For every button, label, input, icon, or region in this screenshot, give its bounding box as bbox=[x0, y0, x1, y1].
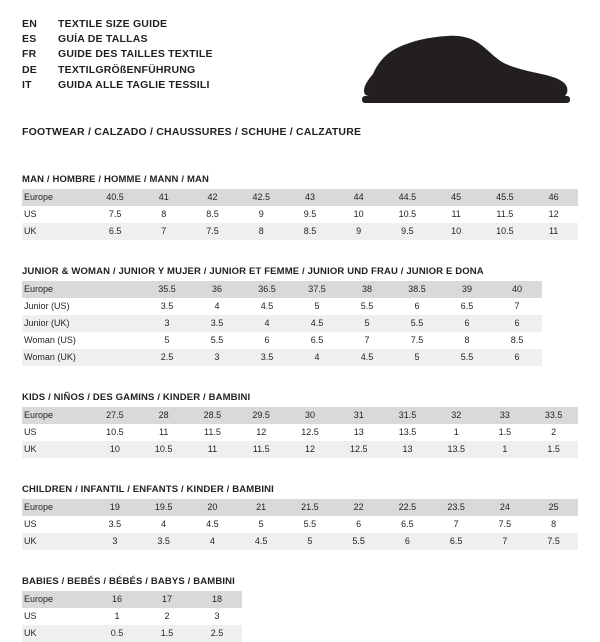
size-section bbox=[22, 392, 578, 458]
row-label: Europe bbox=[22, 189, 91, 206]
size-cell: 22 bbox=[334, 499, 383, 516]
size-cell: 3 bbox=[91, 533, 140, 550]
language-title: TEXTILE SIZE GUIDE bbox=[58, 18, 168, 30]
size-cell: 5.5 bbox=[210, 335, 224, 345]
size-cell: 4 bbox=[292, 349, 342, 366]
size-cell: 40 bbox=[492, 281, 542, 298]
size-cell: 45 bbox=[432, 189, 481, 206]
size-cell: 33 bbox=[481, 407, 530, 424]
size-cell: 13.5 bbox=[432, 441, 481, 458]
size-cell: 7 bbox=[514, 301, 520, 311]
size-cell: 1.5 bbox=[529, 441, 578, 458]
size-cell: 38.5 bbox=[392, 281, 442, 298]
size-cell: 31 bbox=[334, 407, 383, 424]
size-cell: 42 bbox=[188, 189, 237, 206]
size-cell: 32 bbox=[432, 407, 481, 424]
row-label: US bbox=[24, 519, 37, 529]
size-cell: 0.5 bbox=[92, 625, 142, 642]
size-cell: 7.5 bbox=[498, 519, 512, 529]
row-label: Woman (US) bbox=[24, 335, 76, 345]
row-label: Europe bbox=[22, 407, 91, 424]
size-cell: 13.5 bbox=[398, 427, 417, 437]
size-cell: 13 bbox=[353, 427, 364, 437]
size-cell: 8 bbox=[237, 223, 286, 240]
size-cell: 29.5 bbox=[237, 407, 286, 424]
size-cell: 5 bbox=[258, 519, 264, 529]
size-cell: 37.5 bbox=[292, 281, 342, 298]
size-table bbox=[22, 591, 242, 642]
size-cell: 11 bbox=[451, 209, 461, 219]
size-cell: 10 bbox=[91, 441, 140, 458]
size-cell: 10.5 bbox=[106, 427, 124, 437]
size-cell: 4.5 bbox=[292, 315, 342, 332]
size-cell: 7.5 bbox=[188, 223, 237, 240]
table-row bbox=[22, 499, 578, 516]
size-section-title: JUNIOR & WOMAN / JUNIOR Y MUJER / JUNIOR ET FEMME / JUNIOR UND FRAU / JUNIOR E DONA bbox=[22, 266, 484, 277]
size-cell: 25 bbox=[529, 499, 578, 516]
size-cell: 11 bbox=[188, 441, 237, 458]
table-row bbox=[22, 206, 578, 223]
size-cell: 18 bbox=[192, 591, 242, 608]
size-cell: 6 bbox=[492, 315, 542, 332]
row-label: UK bbox=[22, 223, 91, 240]
size-table bbox=[22, 499, 578, 550]
size-cell bbox=[92, 349, 142, 366]
size-cell: 19 bbox=[91, 499, 140, 516]
size-section bbox=[22, 266, 578, 366]
language-row bbox=[22, 64, 213, 79]
size-cell: 4.5 bbox=[260, 301, 274, 311]
size-section-title: MAN / HOMBRE / HOMME / MANN / MAN bbox=[22, 174, 210, 185]
size-cell: 23.5 bbox=[432, 499, 481, 516]
size-cell: 7.5 bbox=[529, 533, 578, 550]
table-row bbox=[22, 625, 242, 642]
size-cell: 36 bbox=[192, 281, 242, 298]
size-cell: 10 bbox=[353, 209, 364, 219]
size-cell: 7 bbox=[140, 223, 189, 240]
size-cell: 36.5 bbox=[242, 281, 292, 298]
size-cell bbox=[92, 281, 142, 298]
row-label: Europe bbox=[22, 281, 92, 298]
size-cell: 4.5 bbox=[342, 349, 392, 366]
row-label: UK bbox=[22, 625, 92, 642]
language-title-list bbox=[22, 18, 213, 94]
row-label: Europe bbox=[22, 499, 91, 516]
language-row bbox=[22, 79, 213, 94]
size-cell: 11.5 bbox=[204, 427, 221, 437]
size-cell: 6.5 bbox=[460, 301, 474, 311]
row-label: US bbox=[24, 611, 37, 621]
size-cell: 43 bbox=[286, 189, 335, 206]
table-row bbox=[22, 608, 242, 625]
size-cell: 4.5 bbox=[237, 533, 286, 550]
size-cell: 39 bbox=[442, 281, 492, 298]
size-cell: 27.5 bbox=[91, 407, 140, 424]
table-row bbox=[22, 533, 578, 550]
size-cell: 6 bbox=[442, 315, 492, 332]
size-cell: 5.5 bbox=[442, 349, 492, 366]
table-row bbox=[22, 516, 578, 533]
size-cell: 7.5 bbox=[108, 209, 122, 219]
size-cell: 5 bbox=[285, 533, 334, 550]
size-cell: 44 bbox=[334, 189, 383, 206]
row-label: Junior (UK) bbox=[22, 315, 92, 332]
size-cell: 17 bbox=[142, 591, 192, 608]
size-cell: 7.5 bbox=[410, 335, 424, 345]
size-cell: 4 bbox=[242, 315, 292, 332]
size-cell: 1.5 bbox=[498, 427, 512, 437]
dress-shoe-graphic bbox=[359, 26, 574, 112]
language-code: IT bbox=[22, 78, 32, 91]
language-code: ES bbox=[22, 33, 37, 46]
language-title: GUIDE DES TAILLES TEXTILE bbox=[58, 48, 213, 61]
size-cell: 12 bbox=[548, 209, 559, 219]
size-cell: 2.5 bbox=[142, 349, 192, 366]
size-cell: 4 bbox=[214, 301, 220, 311]
size-cell: 12 bbox=[286, 441, 335, 458]
size-cell: 1 bbox=[114, 611, 120, 621]
size-cell: 35.5 bbox=[142, 281, 192, 298]
size-cell: 6 bbox=[414, 301, 420, 311]
table-row bbox=[22, 298, 542, 315]
size-cell: 19.5 bbox=[139, 499, 188, 516]
language-title-body bbox=[22, 18, 213, 94]
size-cell: 6 bbox=[264, 335, 270, 345]
size-cell: 6.5 bbox=[91, 223, 140, 240]
size-cell: 41 bbox=[140, 189, 189, 206]
size-cell: 22.5 bbox=[383, 499, 432, 516]
size-cell: 5 bbox=[314, 301, 320, 311]
size-cell: 40.5 bbox=[91, 189, 140, 206]
size-cell: 44.5 bbox=[383, 189, 432, 206]
size-cell: 5 bbox=[164, 335, 170, 345]
size-cell: 21 bbox=[237, 499, 286, 516]
size-cell: 6 bbox=[383, 533, 432, 550]
language-code: FR bbox=[22, 48, 37, 61]
size-cell: 13 bbox=[383, 441, 432, 458]
size-cell: 3.5 bbox=[192, 315, 242, 332]
language-row bbox=[22, 33, 213, 48]
table-row bbox=[22, 441, 578, 458]
table-row bbox=[22, 407, 578, 424]
size-cell: 6 bbox=[492, 349, 542, 366]
size-table bbox=[22, 189, 578, 240]
row-label: Junior (US) bbox=[24, 301, 70, 311]
size-cell: 12.5 bbox=[334, 441, 383, 458]
row-label: UK bbox=[22, 441, 91, 458]
language-title: GUÍA DE TALLAS bbox=[58, 33, 148, 46]
table-row bbox=[22, 189, 578, 206]
size-cell: 4.5 bbox=[206, 519, 219, 529]
size-cell: 7 bbox=[481, 533, 530, 550]
size-section-title: KIDS / NIÑOS / DES GAMINS / KINDER / BAMBINI bbox=[22, 392, 251, 403]
size-cell: 10 bbox=[432, 223, 481, 240]
row-label: Woman (UK) bbox=[22, 349, 92, 366]
size-cell: 10.5 bbox=[480, 223, 529, 240]
table-row bbox=[22, 223, 578, 240]
size-table bbox=[22, 281, 542, 366]
size-cell: 42.5 bbox=[237, 189, 286, 206]
size-cell: 11 bbox=[158, 427, 169, 437]
size-cell: 2 bbox=[551, 427, 557, 437]
size-cell: 2.5 bbox=[192, 625, 242, 642]
size-section bbox=[22, 576, 578, 642]
size-cell: 3.5 bbox=[108, 519, 122, 529]
size-cell: 11.5 bbox=[237, 441, 286, 458]
row-label: US bbox=[24, 427, 37, 437]
size-cell: 1 bbox=[481, 441, 530, 458]
size-cell: 5.5 bbox=[334, 533, 383, 550]
size-cell: 3.5 bbox=[242, 349, 292, 366]
size-cell: 24 bbox=[481, 499, 530, 516]
size-cell: 3 bbox=[142, 315, 192, 332]
size-cell: 9 bbox=[258, 209, 264, 219]
size-cell: 7 bbox=[364, 335, 370, 345]
language-title: TEXTILGRÖßENFÜHRUNG bbox=[58, 63, 196, 76]
row-label: UK bbox=[22, 533, 91, 550]
size-cell: 10.5 bbox=[398, 209, 417, 219]
size-cell: 12.5 bbox=[301, 427, 319, 437]
size-table bbox=[22, 407, 578, 458]
table-row bbox=[22, 332, 542, 349]
size-cell: 1 bbox=[453, 427, 459, 437]
size-cell: 5.5 bbox=[303, 519, 317, 529]
size-section bbox=[22, 484, 578, 550]
size-cell: 8.5 bbox=[510, 335, 524, 345]
size-cell: 6.5 bbox=[401, 519, 414, 529]
size-cell: 12 bbox=[256, 427, 267, 437]
size-cell: 6 bbox=[356, 519, 362, 529]
size-cell: 38 bbox=[342, 281, 392, 298]
size-cell: 4 bbox=[188, 533, 237, 550]
size-cell: 4 bbox=[161, 519, 167, 529]
size-cell: 8 bbox=[464, 335, 470, 345]
size-cell bbox=[92, 315, 142, 332]
row-label: US bbox=[24, 209, 37, 219]
size-cell: 7 bbox=[453, 519, 459, 529]
size-cell: 10.5 bbox=[139, 441, 188, 458]
table-row bbox=[22, 349, 542, 366]
size-tables-container bbox=[22, 174, 578, 642]
size-cell: 46 bbox=[529, 189, 578, 206]
size-cell bbox=[92, 298, 142, 315]
row-label: Europe bbox=[22, 591, 92, 608]
size-cell: 3.5 bbox=[139, 533, 188, 550]
size-cell: 2 bbox=[164, 611, 170, 621]
size-section bbox=[22, 174, 578, 240]
size-cell: 9 bbox=[334, 223, 383, 240]
size-cell: 16 bbox=[92, 591, 142, 608]
language-code: DE bbox=[22, 63, 37, 76]
language-code: EN bbox=[22, 18, 37, 30]
size-cell: 45.5 bbox=[480, 189, 529, 206]
size-section-title: CHILDREN / INFANTIL / ENFANTS / KINDER / BAMBINI bbox=[22, 484, 274, 495]
table-row bbox=[22, 424, 578, 441]
document-header bbox=[22, 18, 578, 112]
size-cell: 5 bbox=[342, 315, 392, 332]
size-cell: 8.5 bbox=[206, 209, 219, 219]
footwear-heading: FOOTWEAR / CALZADO / CHAUSSURES / SCHUHE / CALZATURE bbox=[22, 126, 362, 138]
size-cell: 1.5 bbox=[142, 625, 192, 642]
size-cell: 5.5 bbox=[392, 315, 442, 332]
size-cell: 3 bbox=[192, 349, 242, 366]
size-cell: 5.5 bbox=[360, 301, 374, 311]
size-cell: 8.5 bbox=[286, 223, 335, 240]
size-cell: 5 bbox=[392, 349, 442, 366]
size-section-title: BABIES / BEBÉS / BÉBÉS / BABYS / BAMBINI bbox=[22, 576, 235, 587]
size-cell: 8 bbox=[161, 209, 167, 219]
size-cell: 31.5 bbox=[383, 407, 432, 424]
size-cell: 3.5 bbox=[160, 301, 174, 311]
size-cell: 33.5 bbox=[529, 407, 578, 424]
size-cell: 20 bbox=[188, 499, 237, 516]
size-cell: 21.5 bbox=[285, 499, 334, 516]
size-cell: 6.5 bbox=[432, 533, 481, 550]
dress-shoe-icon bbox=[359, 26, 574, 112]
language-row bbox=[22, 48, 213, 63]
size-cell: 9.5 bbox=[303, 209, 317, 219]
table-row bbox=[22, 281, 542, 298]
size-cell: 30 bbox=[286, 407, 335, 424]
size-cell: 28 bbox=[139, 407, 188, 424]
size-cell: 28.5 bbox=[188, 407, 237, 424]
size-cell: 3 bbox=[214, 611, 220, 621]
size-cell: 9.5 bbox=[383, 223, 432, 240]
language-row bbox=[22, 18, 213, 33]
table-row bbox=[22, 315, 542, 332]
language-title: GUIDA ALLE TAGLIE TESSILI bbox=[58, 78, 210, 91]
size-cell: 11.5 bbox=[496, 209, 514, 219]
size-cell: 6.5 bbox=[310, 335, 324, 345]
size-cell: 8 bbox=[551, 519, 557, 529]
size-cell: 11 bbox=[529, 223, 578, 240]
size-cell bbox=[92, 332, 142, 349]
